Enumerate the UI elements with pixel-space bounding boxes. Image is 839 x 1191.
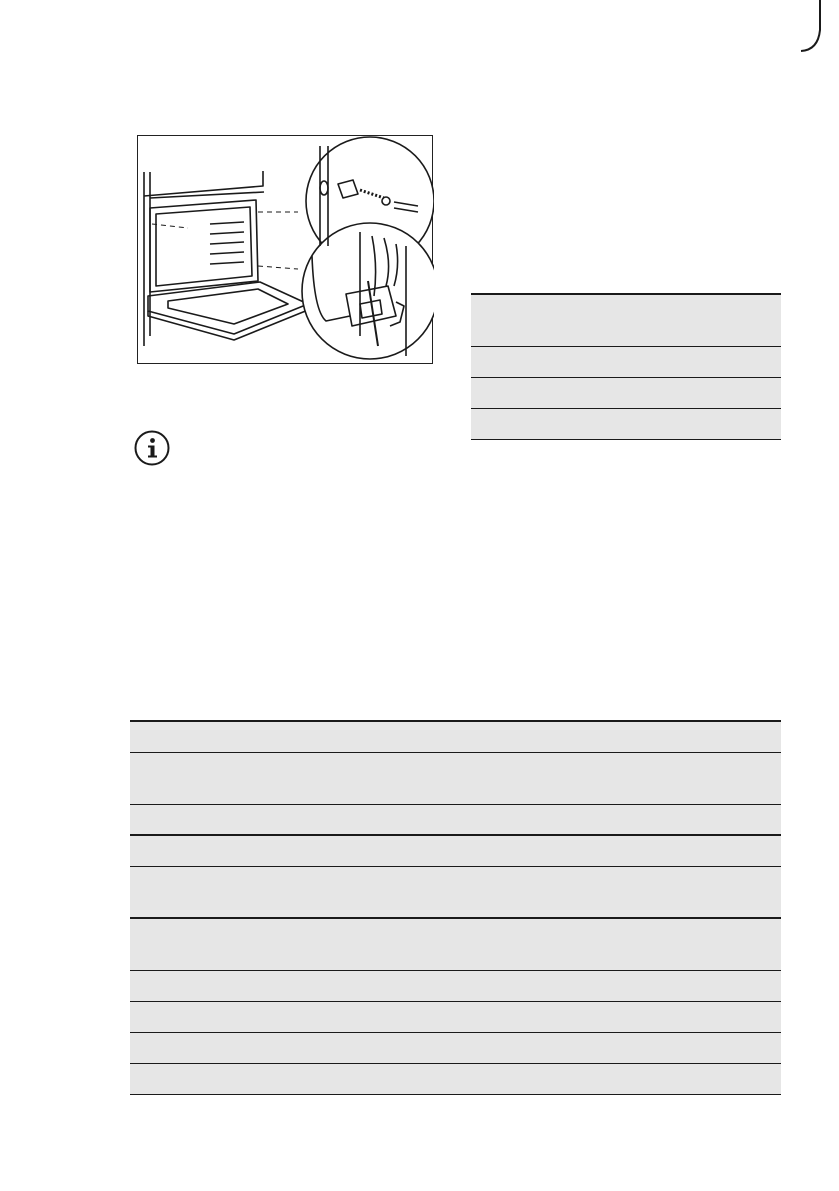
table-cell	[130, 1001, 781, 1032]
table-row	[471, 408, 781, 439]
table-cell	[130, 835, 781, 866]
oven-installation-icon	[138, 136, 434, 365]
table-cell	[471, 294, 781, 346]
table-row	[130, 835, 781, 866]
table-row	[130, 918, 781, 970]
table-row	[130, 866, 781, 918]
table-cell	[130, 1063, 781, 1094]
table-cell	[130, 1032, 781, 1063]
table-row	[130, 1032, 781, 1063]
table-row	[130, 970, 781, 1001]
table-cell	[130, 866, 781, 918]
table-row	[471, 294, 781, 346]
table-cell	[471, 346, 781, 377]
table-row	[471, 346, 781, 377]
table-row	[130, 1063, 781, 1094]
table-cell	[130, 804, 781, 835]
page-edge-marker	[800, 0, 823, 52]
energy-data-table	[130, 720, 781, 1095]
oven-installation-figure	[137, 135, 433, 364]
table-cell	[130, 970, 781, 1001]
table-row	[130, 721, 781, 752]
info-icon	[134, 430, 170, 466]
technical-data-table	[471, 293, 781, 440]
table-cell	[471, 408, 781, 439]
table-row	[130, 1001, 781, 1032]
table-row	[130, 752, 781, 804]
table-cell	[130, 721, 781, 752]
table-row	[130, 804, 781, 835]
table-cell	[130, 752, 781, 804]
table-cell	[471, 377, 781, 408]
table-row	[471, 377, 781, 408]
table-cell	[130, 918, 781, 970]
